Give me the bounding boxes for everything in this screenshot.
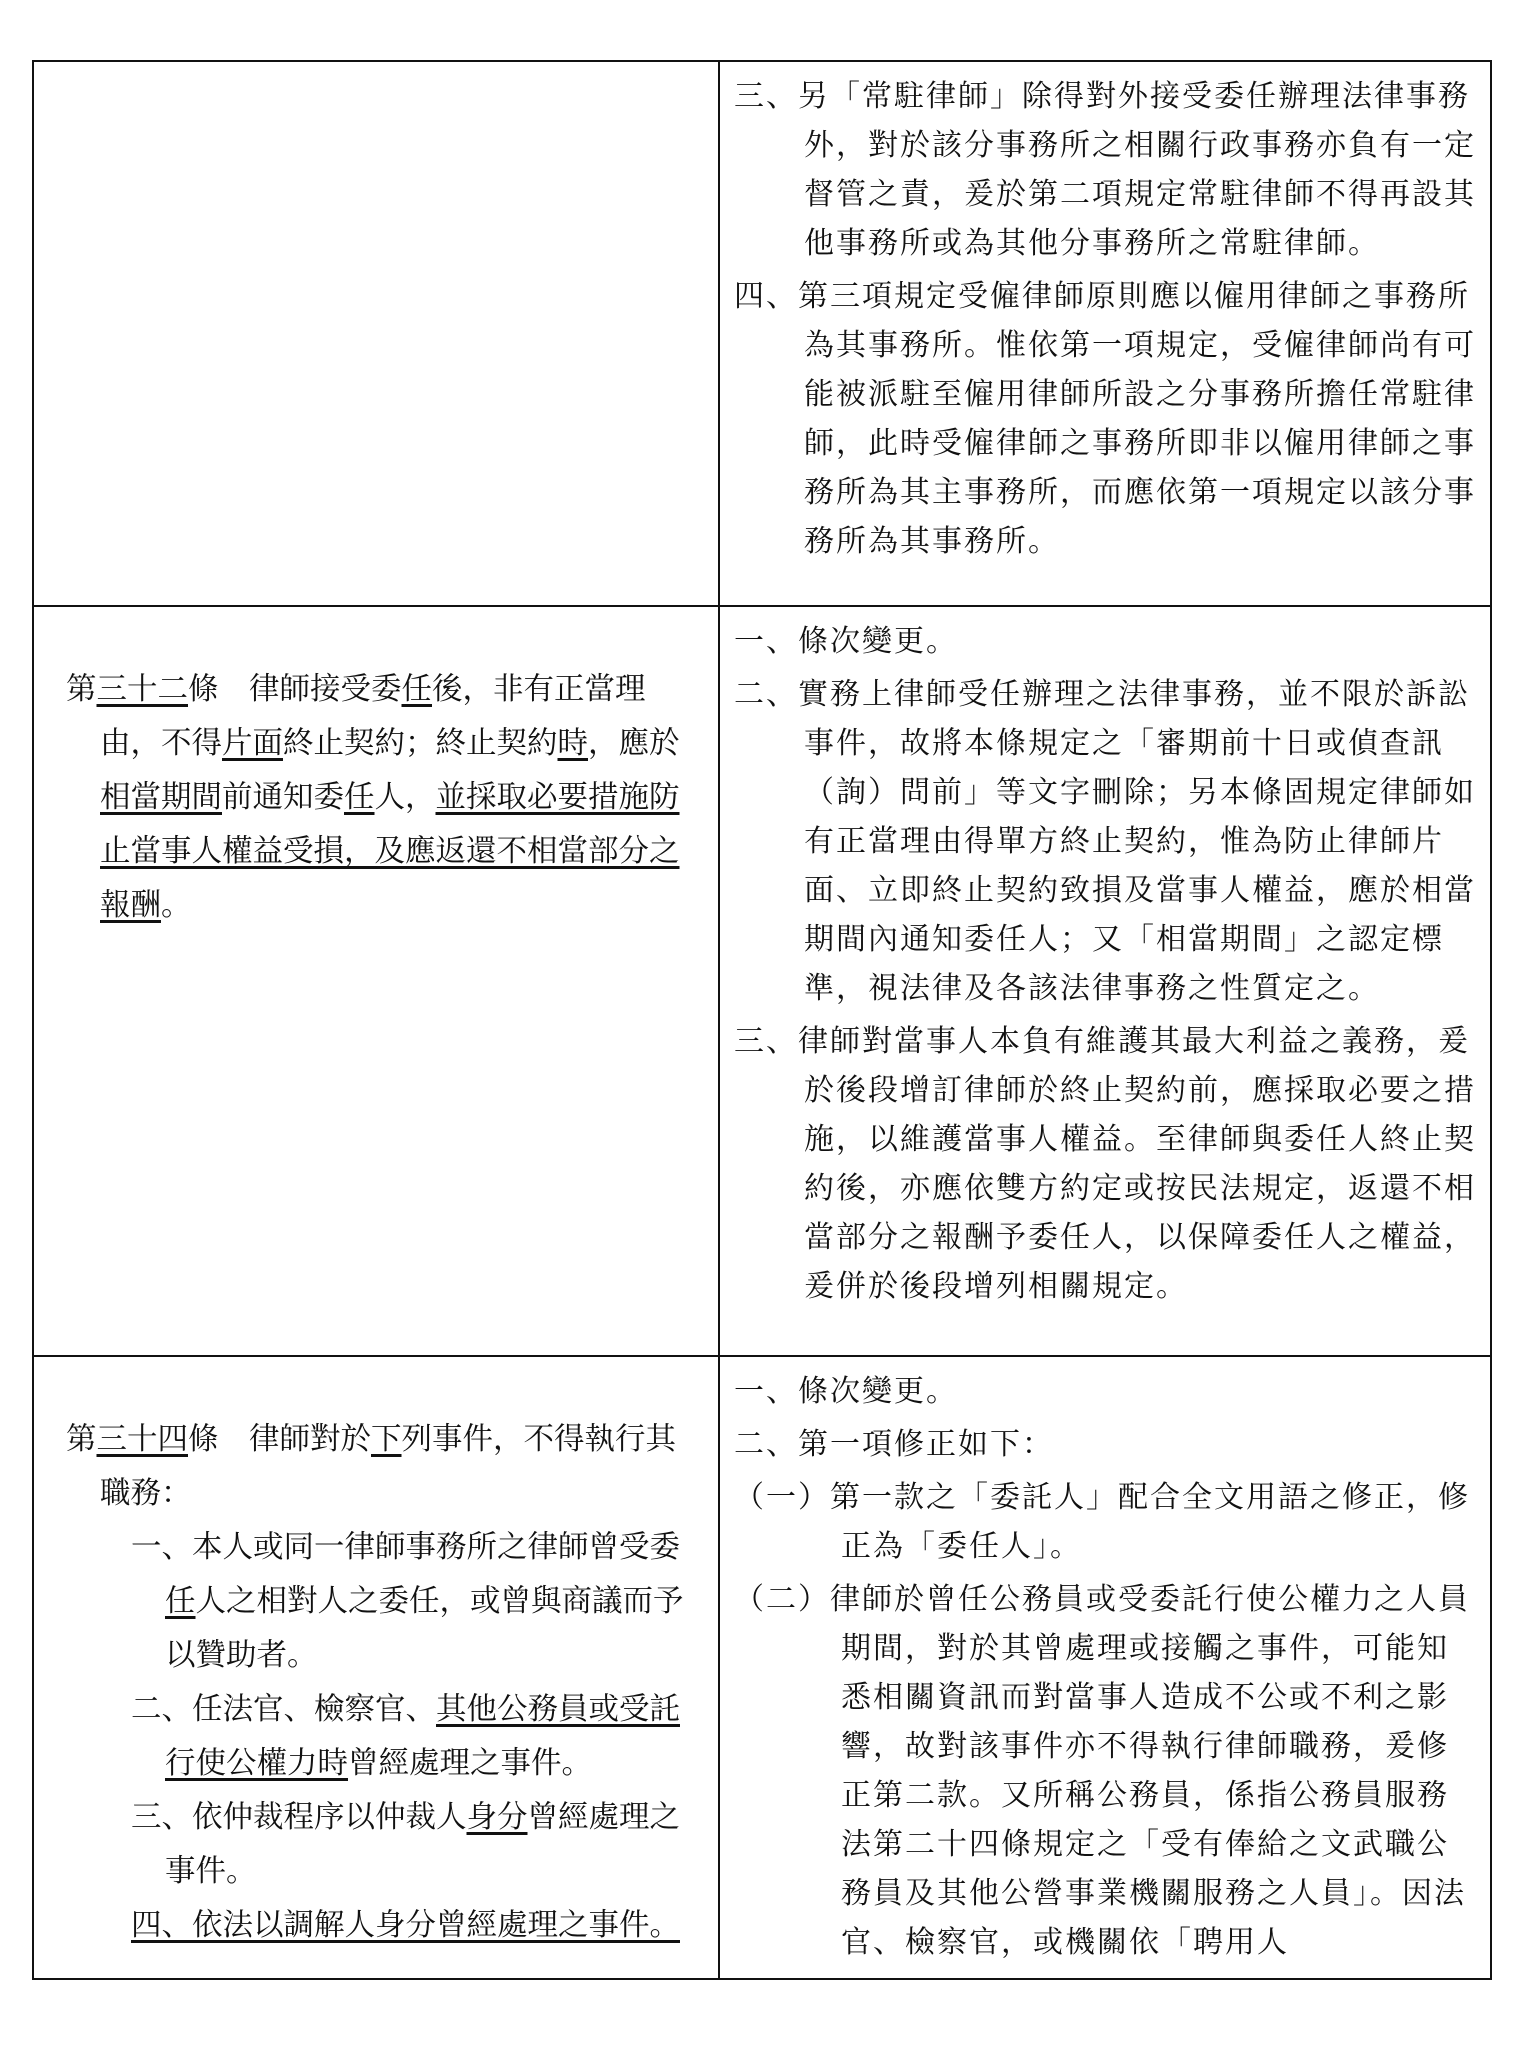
explanation-cell — [719, 606, 1491, 1356]
amended-text: 下 — [371, 1422, 402, 1457]
explanation-paragraph: 三、律師對當事人本負有維護其最大利益之義務，爰於後段增訂律師於終止契約前，應採取必要之措施，以維護當事人權益。至律師與委任人終止契約後，亦應依雙方約定或按民法規定，返還不相當部分之報酬予委任人，以保障委任人之權益，爰併於後段增列相關規定。 — [734, 1024, 1476, 1304]
table-row — [33, 61, 1491, 606]
amended-text: 其他公務員或受託行使公權力時 — [165, 1692, 680, 1781]
article-34-item-3: 三、依仲裁程序以仲裁人身分曾經處理之事件。 — [131, 1800, 680, 1889]
amended-text: 身分 — [466, 1800, 528, 1835]
explanation-paragraph: 二、實務上律師受任辦理之法律事務，並不限於訴訟事件，故將本條規定之「審期前十日或偵查訊（詢）問前」等文字刪除；另本條固規定律師如有正當理由得單方終止契約，惟為防止律師片面、立即終止契約致損及當事人權益，應於相當期間內通知委任人；又「相當期間」之認定標準，視法律及各該法律事務之性質定之。 — [734, 677, 1476, 1006]
amended-text: 時 — [557, 726, 588, 761]
amended-text: 三十二 — [96, 672, 188, 707]
amended-text: 任 — [344, 780, 375, 815]
explanation-paragraph: 一、條次變更。 — [734, 1374, 958, 1409]
article-cell — [33, 606, 719, 1356]
amended-text: 片面 — [222, 726, 283, 761]
article-34-item-4 — [66, 1899, 690, 1953]
table-row — [33, 606, 1491, 1356]
explanation-cell — [719, 61, 1491, 606]
amended-text: 四、依法以調解人身分曾經處理之事件。 — [131, 1908, 680, 1943]
amended-text: 任 — [165, 1584, 196, 1619]
amended-text: 三十四 — [96, 1422, 188, 1457]
comparison-table — [32, 60, 1492, 1980]
article-32-text: 第三十二條 律師接受委任後，非有正當理由，不得片面終止契約；終止契約時，應於相當期間前通知委任人，並採取必要措施防止當事人權益受損，及應返還不相當部分之報酬。 — [66, 672, 680, 923]
explanation-paragraph: 三、另「常駐律師」除得對外接受委任辦理法律事務外，對於該分事務所之相關行政事務亦負有一定督管之責，爰於第二項規定常駐律師不得再設其他事務所或為其他分事務所之常駐律師。 — [734, 79, 1476, 261]
article-34-heading: 第三十四條 律師對於下列事件，不得執行其職務： — [66, 1422, 676, 1511]
amended-text: 相當期間 — [100, 780, 222, 815]
explanation-cell — [719, 1356, 1491, 1979]
amended-text: 任 — [401, 672, 432, 707]
table-row — [33, 1356, 1491, 1979]
explanation-subparagraph: （二）律師於曾任公務員或受委託行使公權力之人員期間，對於其曾處理或接觸之事件，可能知悉相關資訊而對當事人造成不公或不利之影響，故對該事件亦不得執行律師職務，爰修正第二款。又所稱公務員，係指公務員服務法第二十四條規定之「受有俸給之文武職公務員及其他公營事業機關服務之人員」。因法官、檢察官，或機關依「聘用人 — [734, 1582, 1470, 1960]
article-cell — [33, 1356, 719, 1979]
article-34-item-2: 二、任法官、檢察官、其他公務員或受託行使公權力時曾經處理之事件。 — [131, 1692, 680, 1781]
explanation-subparagraph: （一）第一款之「委託人」配合全文用語之修正，修正為「委任人」。 — [734, 1480, 1470, 1564]
explanation-paragraph: 一、條次變更。 — [734, 624, 958, 659]
article-34-item-1: 一、本人或同一律師事務所之律師曾受委任人之相對人之委任，或曾與商議而予以贊助者。 — [131, 1530, 684, 1673]
explanation-paragraph: 四、第三項規定受僱律師原則應以僱用律師之事務所為其事務所。惟依第一項規定，受僱律師尚有可能被派駐至僱用律師所設之分事務所擔任常駐律師，此時受僱律師之事務所即非以僱用律師之事務所為其主事務所，而應依第一項規定以該分事務所為其事務所。 — [734, 279, 1476, 559]
explanation-paragraph: 二、第一項修正如下： — [734, 1427, 1054, 1462]
article-cell-empty — [33, 61, 719, 606]
amended-text: 並採取必要措施防止當事人權益受損，及應返還不相當部分之報酬 — [100, 780, 680, 923]
